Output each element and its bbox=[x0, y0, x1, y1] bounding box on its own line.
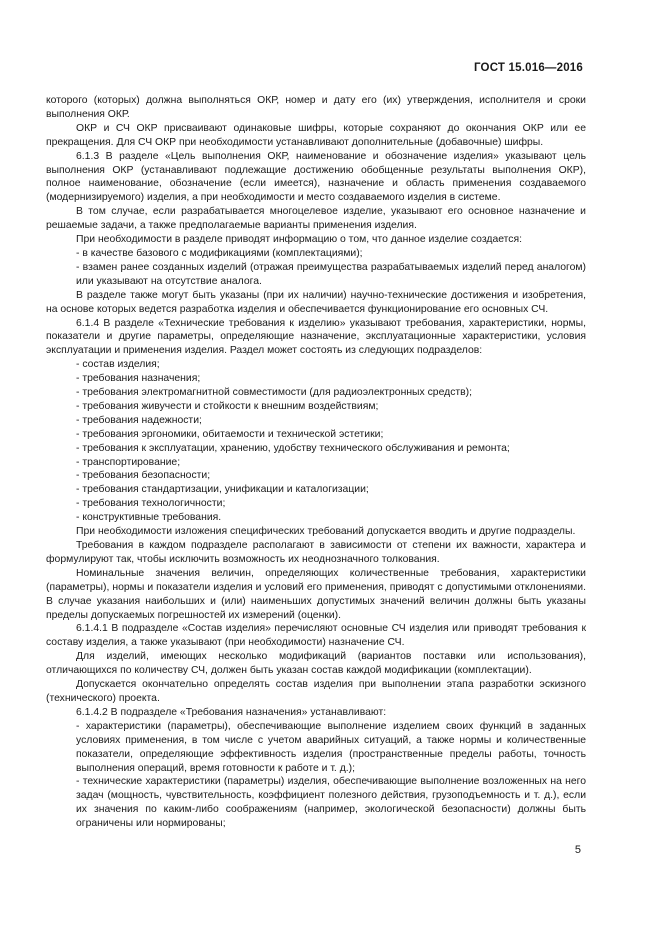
paragraph-6-1-4-1: 6.1.4.1 В подразделе «Состав изделия» перечисляют основные СЧ изделия или приводят требования к составу изделия, а также указывают (при необходимости) назначение СЧ. bbox=[46, 623, 586, 649]
list-item: - состав изделия; bbox=[46, 358, 586, 372]
document-body bbox=[46, 94, 586, 831]
list-item: - требования безопасности; bbox=[46, 469, 586, 483]
list-item: - требования технологичности; bbox=[46, 497, 586, 511]
list-item: - характеристики (параметры), обеспечивающие выполнение изделием своих функций в заданных условиях применения, в том числе с учетом аварийных ситуаций, а также нормы и количественные показатели, определяющие эффективность изделия (пространственные пределы работы, точность выполнения операций, время готовности к работе и т. д.); bbox=[46, 720, 586, 776]
list-item: - требования стандартизации, унификации и каталогизации; bbox=[46, 483, 586, 497]
paragraph: Для изделий, имеющих несколько модификаций (вариантов поставки или использования), отличающихся по количеству СЧ, должен быть указан состав каждой модификации (комплектации). bbox=[46, 651, 586, 677]
list-item: - конструктивные требования. bbox=[46, 511, 586, 525]
basis-list bbox=[46, 247, 586, 289]
paragraph: При необходимости изложения специфических требований допускается вводить и другие подразделы. bbox=[76, 526, 576, 538]
list-item: - требования к эксплуатации, хранению, удобству технического обслуживания и ремонта; bbox=[46, 442, 586, 456]
paragraph-6-1-3: 6.1.3 В разделе «Цель выполнения ОКР, наименование и обозначение изделия» указывают цель выполнения ОКР (устанавливают подлежащие достижению обобщенные результаты выполнения ОКР), полное наименование, обозначение (если имеется), назначение и область применения создаваемого (модернизируемого) изделия, а при необходимости и место создаваемого изделия в системе. bbox=[46, 150, 586, 204]
list-item: - требования электромагнитной совместимости (для радиоэлектронных средств); bbox=[46, 386, 586, 400]
paragraph: В разделе также могут быть указаны (при их наличии) научно-технические достижения и изобретения, на основе которых ведется разработка изделия и обеспечивается функционирование его основных СЧ. bbox=[46, 289, 586, 315]
subsections-list bbox=[46, 358, 586, 525]
list-item: - в качестве базового с модификациями (комплектациями); bbox=[46, 247, 586, 261]
list-item: - требования живучести и стойкости к внешним воздействиям; bbox=[46, 400, 586, 414]
paragraph: Требования в каждом подразделе располагают в зависимости от степени их важности, характера и формулируют так, чтобы исключить возможность их неоднозначного толкования. bbox=[46, 540, 586, 565]
list-item: - транспортирование; bbox=[46, 456, 586, 470]
paragraph: При необходимости в разделе приводят информацию о том, что данное изделие создается: bbox=[76, 234, 523, 246]
paragraph: Допускается окончательно определять состав изделия при выполнении этапа разработки эскизного (технического) проекта. bbox=[46, 679, 586, 704]
purpose-list bbox=[46, 720, 586, 831]
paragraph: В том случае, если разрабатывается многоцелевое изделие, указывают его основное назначение и решаемые задачи, а также предполагаемые варианты применения изделия. bbox=[46, 206, 586, 232]
list-item: - требования назначения; bbox=[46, 372, 586, 386]
list-item: - требования эргономики, обитаемости и технической эстетики; bbox=[46, 428, 586, 442]
paragraph: ОКР и СЧ ОКР присваивают одинаковые шифры, которые сохраняют до окончания ОКР или ее прекращения. Для СЧ ОКР при необходимости устанавливают дополнительные (добавочные) шифры. bbox=[46, 122, 586, 148]
list-item: - требования надежности; bbox=[46, 414, 586, 428]
paragraph: Номинальные значения величин, определяющих количественные требования, характеристики (параметры), нормы и показатели изделия и условий его применения, приводят с допустимыми отклонениями. В случае указания наибольших и (или) наименьших допустимых значений величин должны быть указаны пределы допускаемых погрешностей их измерений (оценки). bbox=[46, 567, 586, 621]
page-number: 5 bbox=[574, 844, 581, 856]
document-header: ГОСТ 15.016—2016 bbox=[473, 62, 583, 74]
list-item: - технические характеристики (параметры) изделия, обеспечивающие выполнение возложенных на него задач (мощность, чувствительность, коэффициент полезного действия, грузоподъемность и т. д.), если их значения по каким-либо соображениям (например, экологической безопасности) должны быть ограничены или нормированы; bbox=[46, 775, 586, 831]
paragraph-6-1-4-2: 6.1.4.2 В подразделе «Требования назначения» устанавливают: bbox=[76, 706, 387, 718]
list-item: - взамен ранее созданных изделий (отражая преимущества разрабатываемых изделий перед аналогом) или указывают на отсутствие аналога. bbox=[46, 261, 586, 289]
paragraph: которого (которых) должна выполняться ОКР, номер и дату его (их) утверждения, исполнителя и сроки выполнения ОКР. bbox=[46, 95, 586, 120]
paragraph-6-1-4: 6.1.4 В разделе «Технические требования к изделию» указывают требования, характеристики, нормы, показатели и другие параметры, определяющие назначение, эксплуатационные характеристики, условия эксплуатации и применения изделия. Раздел может состоять из следующих подразделов: bbox=[46, 317, 586, 357]
